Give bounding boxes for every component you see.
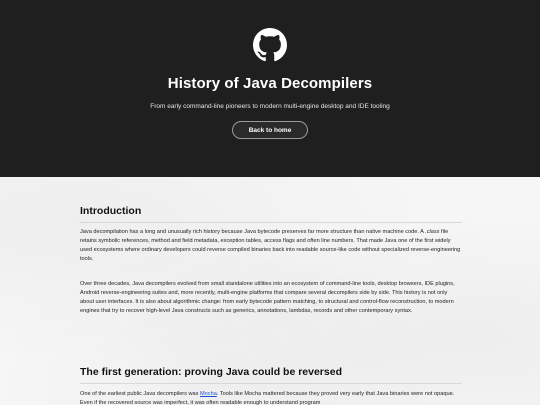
page-subtitle: From early command-line pioneers to modern multi-engine desktop and IDE tooling [150,103,390,110]
paragraph-text: . Tools like Mocha mattered because they proved very early that Java binaries were not opaque. Even if the recovered source was imperfect, it was often readable enough to understand program [80,391,455,406]
paragraph: Over three decades, Java decompilers evolved from small standalone utilities into an ecosystem of command-line tools, desktop browsers, IDE plugins, Android reverse-engineering suites and, more recently, multi-engine platforms that compare several decompilers side by side. This history is not only about user interfaces. It is also about algorithmic change: from early bytecode pattern matching, to structural and control-flow reconstruction, to modern engines that try to recover high-level Java constructs such as generics, annotations, lambdas, records and other contemporary syntax. [80,281,455,314]
class-file-term: .class [425,229,440,235]
paragraph [80,390,462,408]
section-heading: The first generation: proving Java could be reversed [80,366,462,384]
page-title: History of Java Decompilers [167,75,373,92]
section-introduction [80,205,462,223]
mocha-link[interactable]: Mocha [200,391,217,397]
paragraph-text: One of the earliest public Java decompilers was [80,391,201,397]
back-to-home-button[interactable]: Back to home [232,121,308,139]
github-icon[interactable] [253,28,287,62]
paragraph [80,228,462,264]
paragraph-text: Java decompilation has a long and unusually rich history because Java bytecode preserves far more structure than native machine code. A [80,229,426,235]
hero-banner [0,0,540,177]
paragraph-text: file retains symbolic references, method and field metadata, exception tables, access flags and often line numbers. That made Java one of the first widely used ecosystems where ordinary developers could reverse compiled binaries back into readable source-like code without specialized reverse-engineering tools. [80,229,461,262]
section-heading: Introduction [80,205,462,223]
article-body [0,177,540,405]
section-first-generation [80,366,462,384]
